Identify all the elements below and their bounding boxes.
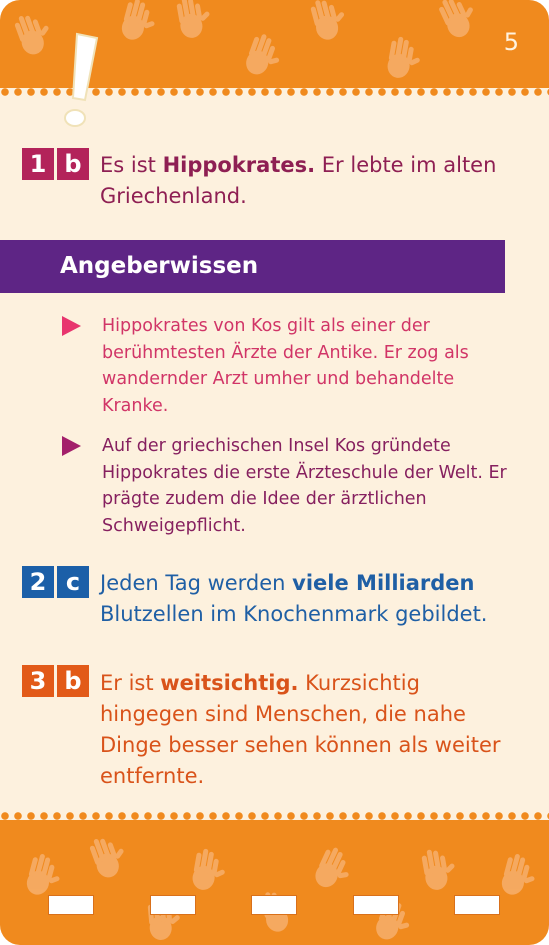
answer-3-text: Er ist weitsichtig. Kurzsichtig hingegen sind Menschen, die nahe Dinge besser sehen können als weiter entfernte.	[100, 671, 501, 788]
question-number: 3	[22, 665, 54, 697]
fact-bullet-2: Auf der griechischen Insel Kos gründete Hippokrates die erste Ärzteschule der Welt. Er prägte zudem die Idee der ärztlichen Schweigepflicht.	[102, 436, 507, 536]
card-tabs	[48, 895, 500, 915]
triangle-bullet-icon	[62, 316, 81, 336]
hand-pattern-bottom	[0, 820, 549, 945]
hand-print-icon	[499, 852, 540, 900]
answer-3-tag	[22, 665, 89, 697]
answer-letter: c	[57, 566, 89, 598]
exclamation-mark-icon	[55, 30, 107, 130]
hand-print-icon	[87, 831, 131, 880]
hand-print-icon	[243, 32, 287, 81]
hand-print-icon	[24, 852, 65, 900]
hand-print-icon	[421, 846, 460, 892]
triangle-bullet-icon	[62, 436, 81, 456]
answer-1-tag	[22, 148, 89, 180]
hand-print-icon	[12, 8, 56, 57]
extra-knowledge-banner: Angeberwissen	[0, 240, 505, 293]
card-tab	[48, 895, 94, 915]
answer-2-keyword: viele Milliarden	[292, 571, 475, 595]
answer-letter: b	[57, 148, 89, 180]
hand-print-icon	[386, 35, 425, 81]
fact-bullet-1: Hippokrates von Kos gilt als einer der berühmtesten Ärzte der Antike. Er zog als wandernder Arzt umher und behandelte Kranke.	[102, 316, 469, 416]
answer-letter: b	[57, 665, 89, 697]
card-tab	[353, 895, 399, 915]
card-tab	[454, 895, 500, 915]
page-number: 5	[503, 28, 519, 56]
hand-print-icon	[191, 847, 230, 893]
card-tab	[150, 895, 196, 915]
answer-1-keyword: Hippokrates.	[162, 153, 316, 177]
hand-print-icon	[436, 0, 482, 41]
answer-2-text: Jeden Tag werden viele Milliarden Blutzellen im Knochenmark gebildet.	[100, 571, 488, 626]
hand-print-icon	[312, 844, 358, 895]
hand-print-icon	[176, 0, 215, 40]
hand-print-icon	[309, 0, 350, 42]
question-number: 1	[22, 148, 54, 180]
question-number: 2	[22, 566, 54, 598]
scalloped-edge-bottom	[0, 812, 549, 820]
answer-3-keyword: weitsichtig.	[160, 671, 299, 695]
card-tab	[251, 895, 297, 915]
answer-2-tag	[22, 566, 89, 598]
hand-print-icon	[119, 0, 160, 45]
answer-1-text: Es ist Hippokrates. Er lebte im alten Griechenland.	[100, 153, 497, 208]
